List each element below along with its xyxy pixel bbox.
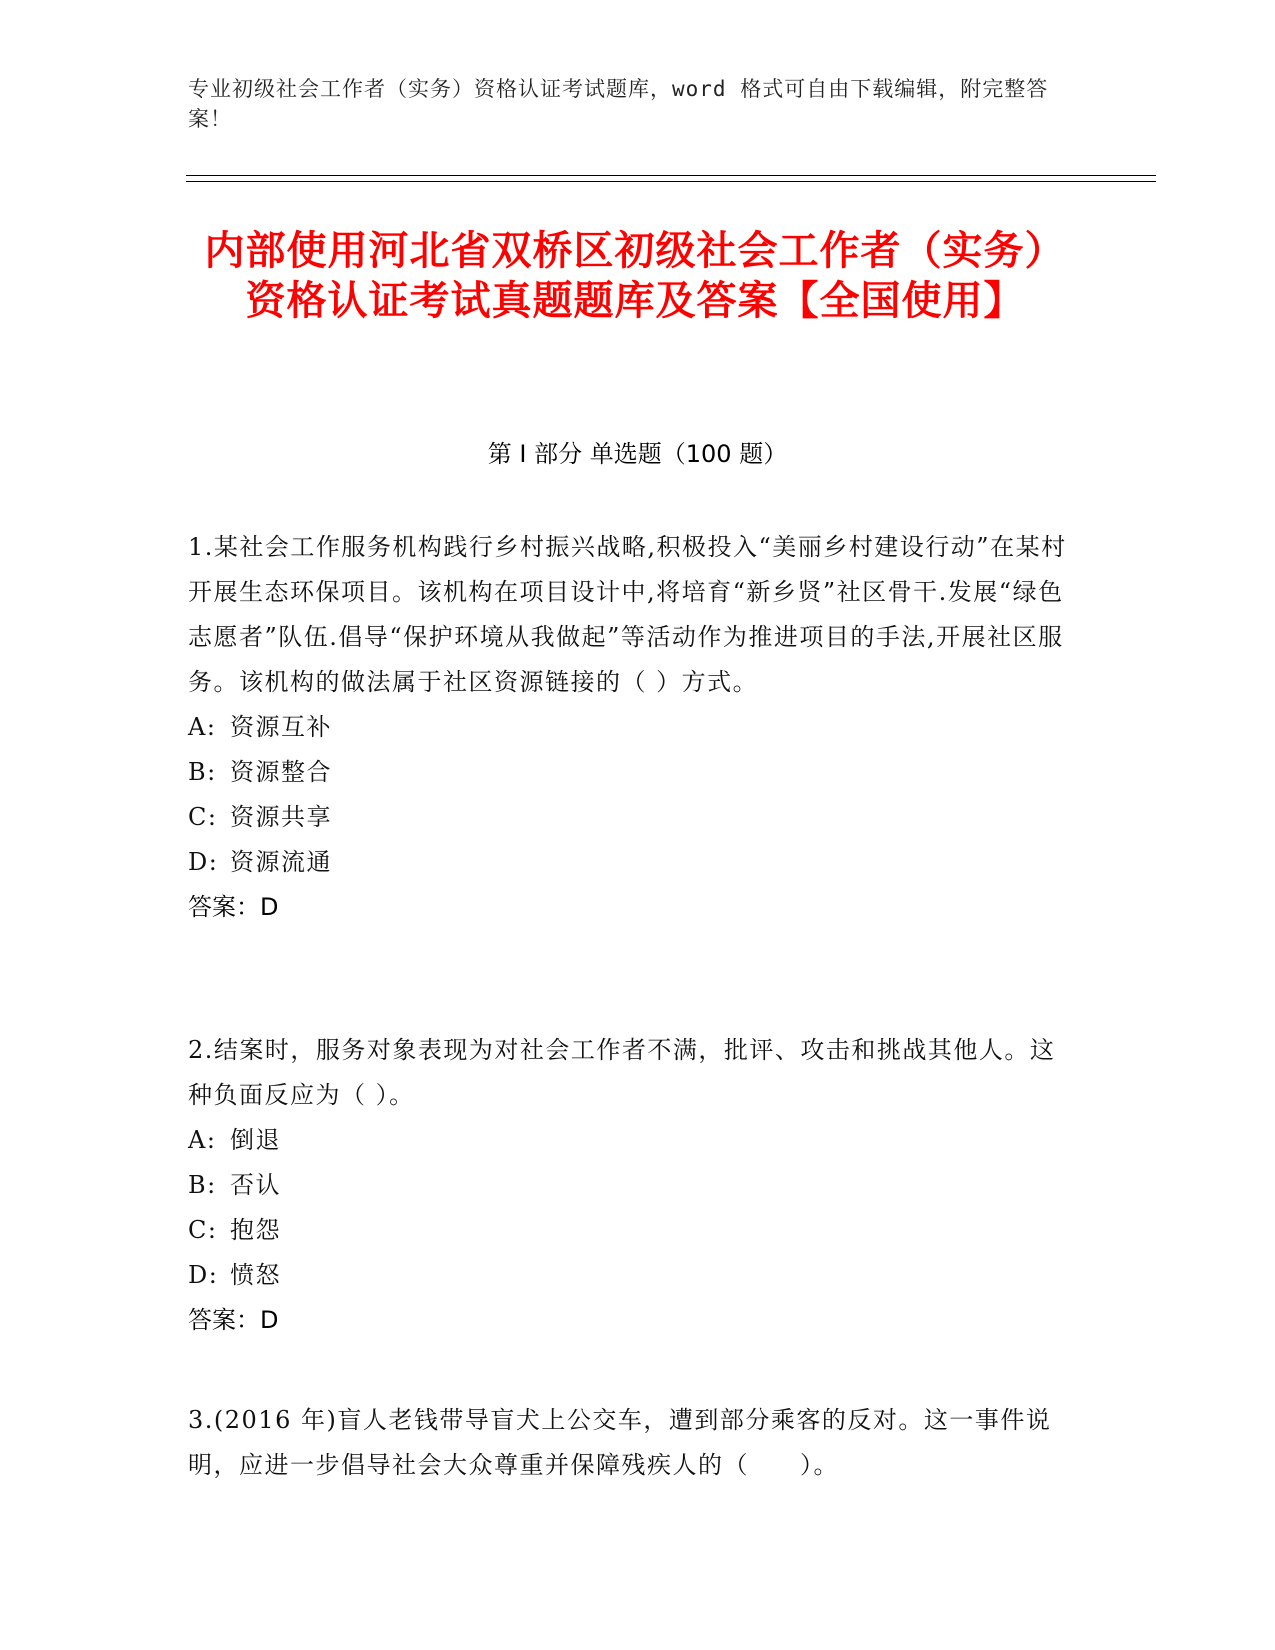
option-text: 倒退 — [230, 1126, 281, 1154]
question-3 — [188, 1398, 1068, 1488]
option-text: 资源共享 — [230, 803, 332, 831]
option-b — [188, 1163, 1068, 1208]
section-heading: 第 I 部分 单选题（100 题） — [487, 440, 788, 468]
option-key: A: — [188, 1126, 217, 1154]
option-key: A: — [188, 713, 217, 741]
option-key: B: — [188, 758, 217, 786]
header-note: 专业初级社会工作者（实务）资格认证考试题库，word 格式可自由下载编辑，附完整答案！ — [188, 77, 1049, 131]
option-c — [188, 1208, 1068, 1253]
option-text: 资源互补 — [230, 713, 332, 741]
question-text: 1.某社会工作服务机构践行乡村振兴战略,积极投入“美丽乡村建设行动”在某村开展生态环保项目。该机构在项目设计中,将培育“新乡贤”社区骨干.发展“绿色志愿者”队伍.倡导“保护环境从我做起”等活动作为推进项目的手法,开展社区服务。该机构的做法属于社区资源链接的（ ）方式。 — [188, 533, 1067, 696]
question-2 — [188, 1028, 1068, 1343]
option-key: D: — [188, 1261, 219, 1289]
question-1 — [188, 525, 1068, 930]
option-text: 否认 — [230, 1171, 281, 1199]
answer-line: 答案：D — [188, 1306, 279, 1334]
option-a — [188, 705, 1068, 750]
option-a — [188, 1118, 1068, 1163]
option-key: C: — [188, 1216, 218, 1244]
option-text: 资源整合 — [230, 758, 332, 786]
option-text: 愤怒 — [230, 1261, 281, 1289]
answer-line: 答案：D — [188, 893, 279, 921]
option-b — [188, 750, 1068, 795]
header-divider-top — [186, 175, 1156, 176]
option-key: B: — [188, 1171, 217, 1199]
document-title: 内部使用河北省双桥区初级社会工作者（实务）资格认证考试真题题库及答案【全国使用】 — [204, 228, 1066, 324]
question-text: 2.结案时，服务对象表现为对社会工作者不满，批评、攻击和挑战其他人。这种负面反应为（ ）。 — [188, 1036, 1056, 1109]
option-d — [188, 840, 1068, 885]
question-text: 3.(2016 年)盲人老钱带导盲犬上公交车，遭到部分乘客的反对。这一事件说明，应进一步倡导社会大众尊重并保障残疾人的（ ）。 — [188, 1406, 1052, 1479]
option-d — [188, 1253, 1068, 1298]
option-text: 资源流通 — [230, 848, 332, 876]
option-text: 抱怨 — [230, 1216, 281, 1244]
option-key: C: — [188, 803, 218, 831]
header-divider-bottom — [186, 181, 1156, 182]
option-c — [188, 795, 1068, 840]
option-key: D: — [188, 848, 219, 876]
